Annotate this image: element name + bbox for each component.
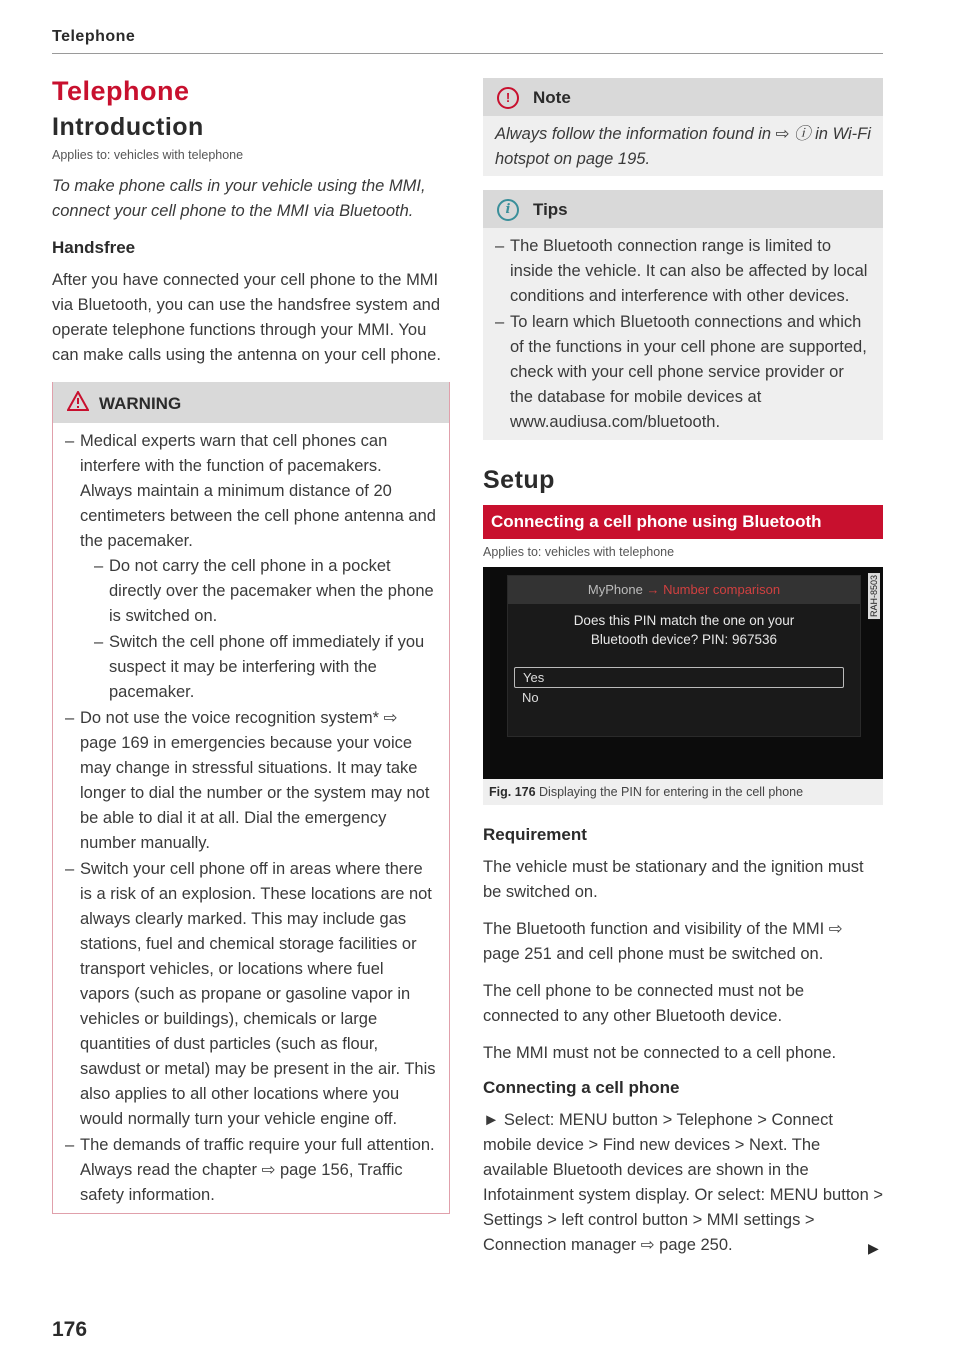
screen-title-bar: MyPhone → Number comparison (508, 576, 860, 604)
figure-mmi-screen (483, 567, 883, 779)
note-title: Note (533, 88, 571, 107)
list-item: – Medical experts warn that cell phones can interfere with the function of pacemakers. Always maintain a minimum distance of 20 centimeters between the cell phone antenna and the pacemaker. – Do not carry the cell phone in a pocket directly over the pacemaker when the phone is switched on. – Switch the cell phone off immediately if you suspect it may be interfering with the pacemaker. (65, 429, 437, 705)
handsfree-text: After you have connected your cell phone to the MMI via Bluetooth, you can use the handsfree system and operate telephone functions through your MMI. You can make calls using the antenna on your cell phone. (52, 271, 441, 364)
info-icon: i (497, 199, 519, 221)
left-column (52, 72, 450, 1214)
note-box (483, 78, 883, 176)
warning-body (53, 423, 449, 1213)
arrow-icon: → (646, 582, 660, 597)
section-title-introduction: Introduction (52, 113, 204, 141)
option-no: No (522, 690, 539, 705)
intro-text: To make phone calls in your vehicle using the MMI, connect your cell phone to the MMI via Bluetooth. (52, 177, 426, 220)
applies-note: Applies to: vehicles with telephone (483, 545, 675, 559)
note-text: Always follow the information found in ⇨ ⓘ in Wi-Fi hotspot on page 195. (495, 125, 871, 168)
tips-header (483, 190, 883, 228)
figure-code: RAH-8503 (869, 575, 879, 618)
applies-note: Applies to: vehicles with telephone (52, 148, 244, 162)
page-number: 176 (52, 1318, 88, 1341)
handsfree-heading: Handsfree (52, 238, 136, 257)
tips-body (483, 228, 883, 440)
right-column (483, 78, 883, 1270)
requirement-para: The Bluetooth function and visibility of the MMI ⇨ page 251 and cell phone must be switched on. (483, 920, 843, 963)
warning-box (52, 382, 450, 1214)
note-icon: ! (497, 87, 519, 109)
warning-title: WARNING (99, 393, 182, 413)
list-item: – To learn which Bluetooth connections and which of the functions in your cell phone are supported, check with your cell phone service provider or the database for mobile devices at www.audiusa.com/bluetooth. (495, 310, 871, 435)
list-item: – Switch the cell phone off immediately if you suspect it may be interfering with the pacemaker. (94, 630, 437, 705)
setup-heading: Setup (483, 466, 555, 494)
continue-icon: ▶ (868, 1240, 879, 1256)
screen-message: Does this PIN match the one on your Bluetooth device? PIN: 967536 (573, 613, 795, 647)
chapter-title: Telephone (52, 76, 190, 106)
warning-header (53, 382, 449, 423)
requirement-para: The cell phone to be connected must not be connected to any other Bluetooth device. (483, 982, 805, 1025)
section-bar-bluetooth: Connecting a cell phone using Bluetooth (483, 505, 883, 539)
list-item: – The Bluetooth connection range is limited to inside the vehicle. It can also be affected by local conditions and interference with other devices. (495, 234, 871, 309)
requirement-para: The vehicle must be stationary and the ignition must be switched on. (483, 858, 864, 901)
list-item: – Do not use the voice recognition system* ⇨ page 169 in emergencies because your voice may change in stressful situations. It may take longer to dial the number or the system may not be able to dial it at all. Dial the emergency number manually. (65, 706, 437, 856)
note-body (483, 116, 883, 176)
requirement-heading: Requirement (483, 825, 587, 844)
note-header (483, 78, 883, 116)
connecting-heading: Connecting a cell phone (483, 1078, 680, 1097)
requirement-para: The MMI must not be connected to a cell phone. (483, 1044, 837, 1062)
option-yes: Yes (514, 667, 844, 688)
figure-caption: Fig. 176 Displaying the PIN for entering in the cell phone (483, 779, 883, 805)
tips-title: Tips (533, 200, 568, 219)
connecting-text: ► Select: MENU button > Telephone > Connect mobile device > Find new devices > Next. The available Bluetooth devices are shown in the Infotainment system display. Or select: MENU button > Settings > left control button > MMI settings > Connection manager ⇨ page 250. (483, 1111, 883, 1254)
tips-box (483, 190, 883, 440)
list-item: – Do not carry the cell phone in a pocket directly over the pacemaker when the phone is switched on. (94, 554, 437, 629)
running-header: Telephone (52, 28, 883, 54)
list-item: – Switch your cell phone off in areas where there is a risk of an explosion. These locations are not always clearly marked. This may include gas stations, fuel and chemical storage facilities or transport vehicles, or locations where fuel vapors (such as propane or gasoline vapor in vehicles or buildings), chemicals or large quantities of dust particles (such as flour, sawdust or metal) may be present in the air. This also applies to all other locations where you would normally turn your vehicle engine off. (65, 857, 437, 1132)
mmi-screen (507, 575, 861, 737)
warning-icon (67, 391, 89, 416)
list-item: – The demands of traffic require your full attention. Always read the chapter ⇨ page 156, Traffic safety information. (65, 1133, 437, 1208)
